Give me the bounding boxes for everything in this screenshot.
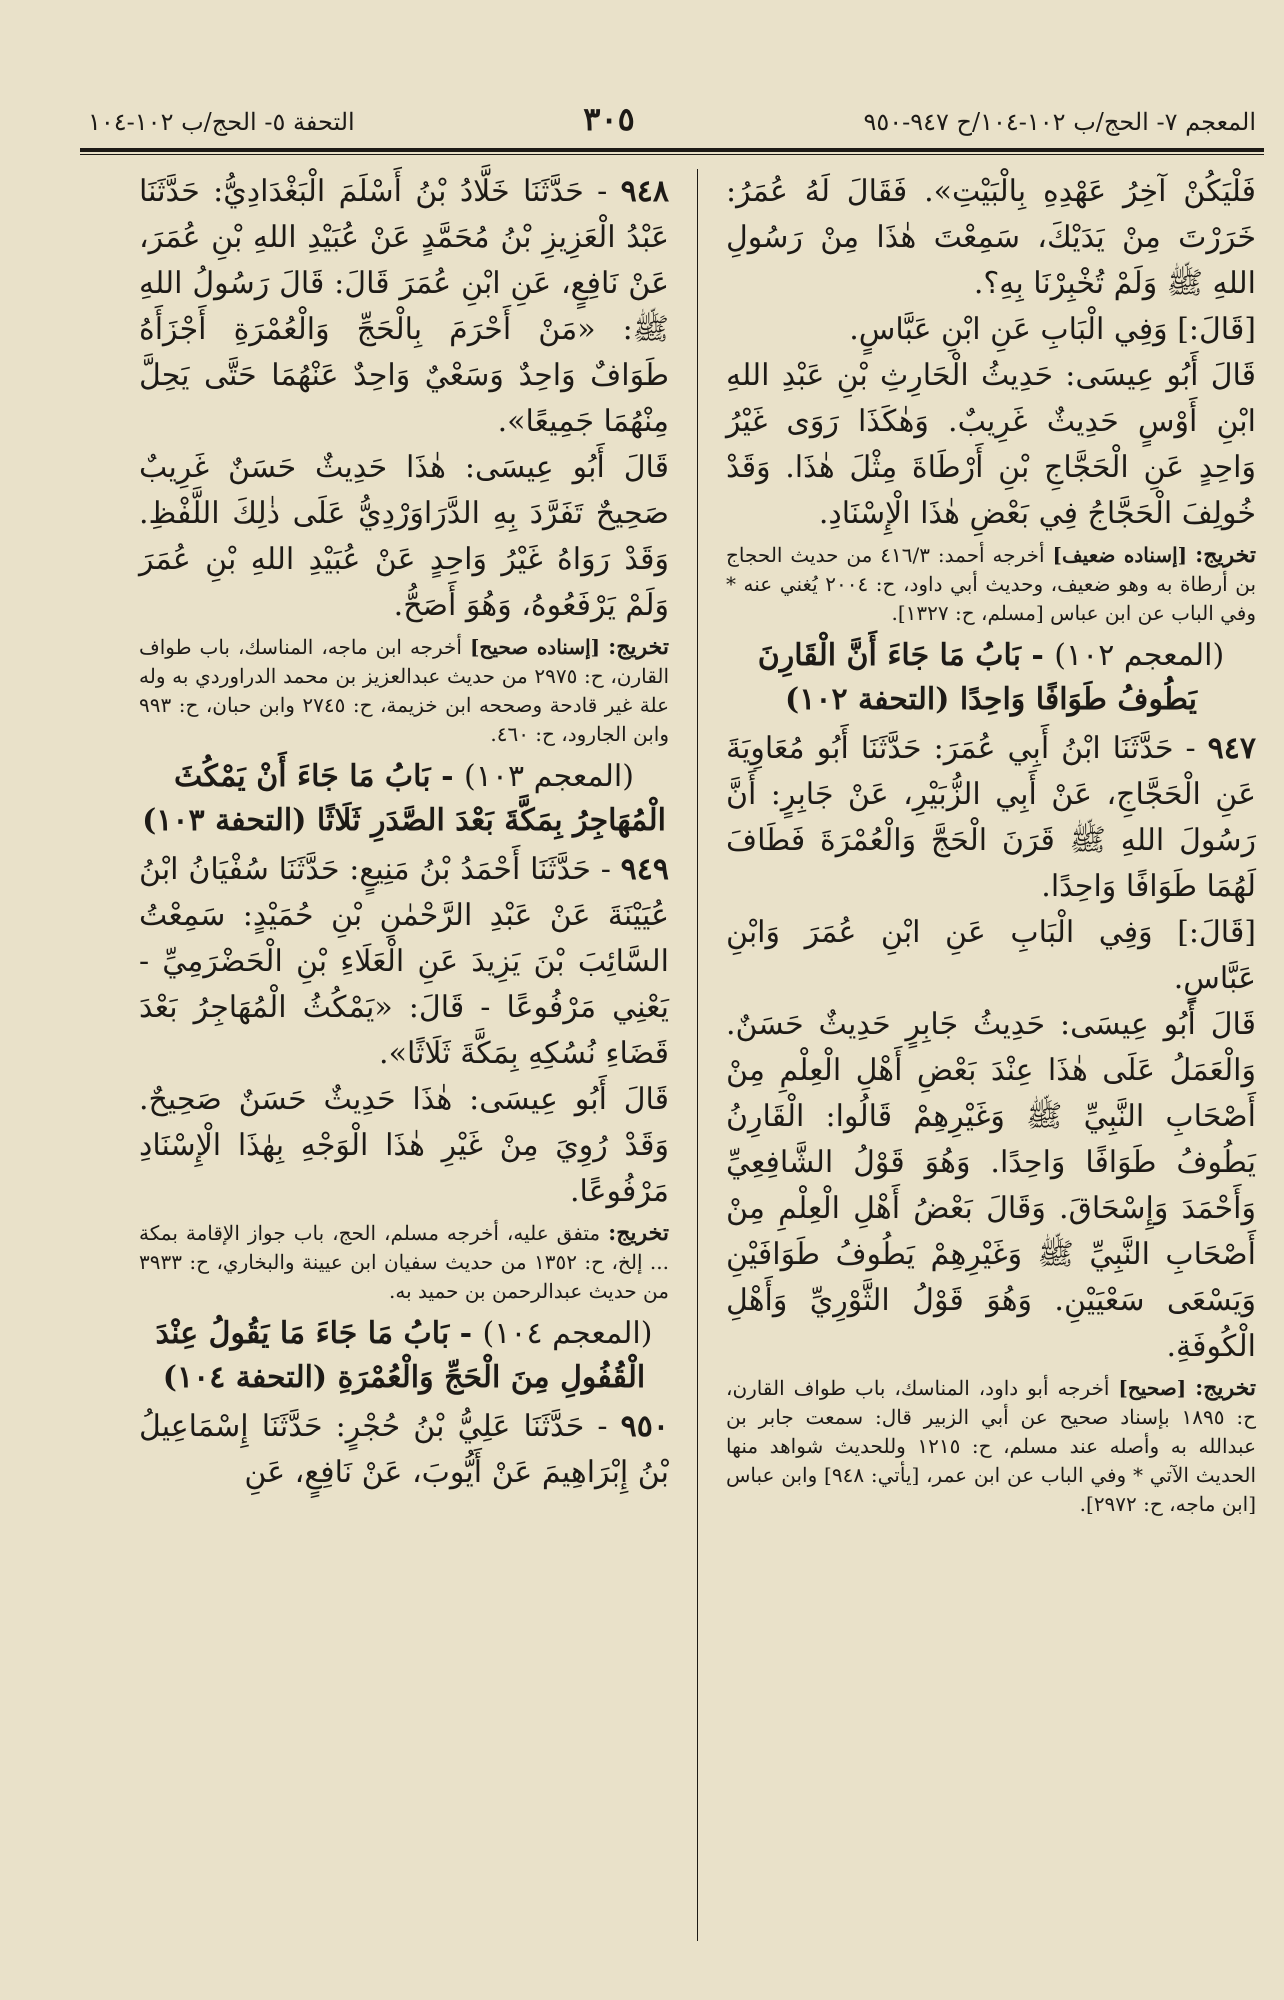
running-header — [80, 100, 1264, 148]
takhrij-label: تخريج: — [608, 634, 670, 660]
right-column — [704, 161, 1264, 1981]
takhrij-note — [139, 633, 669, 749]
hadith-950 — [139, 1404, 669, 1496]
hadith-text: - حَدَّثَنَا عَلِيُّ بْنُ حُجْرٍ: حَدَّثَنَا إِسْمَاعِيلُ بْنُ إِبْرَاهِيمَ عَنْ أَيُّوبَ، عَنْ نَافِعٍ، عَنِ — [139, 1409, 669, 1490]
chapter-title: - بَابُ مَا جَاءَ مَا يَقُولُ عِنْدَ الْقُفُولِ مِنَ الْحَجِّ وَالْعُمْرَةِ — [155, 1316, 646, 1395]
hadith-number: ٩٤٩ — [620, 852, 669, 887]
text-columns — [80, 161, 1264, 1981]
paragraph: قَالَ أَبُو عِيسَى: هٰذَا حَدِيثٌ حَسَنٌ غَرِيبٌ صَحِيحٌ تَفَرَّدَ بِهِ الدَّرَاوَرْدِيُّ عَلَى ذٰلِكَ اللَّفْظِ. وَقَدْ رَوَاهُ غَيْرُ وَاحِدٍ عَنْ عُبَيْدِ اللهِ بْنِ عُمَرَ وَلَمْ يَرْفَعُوهُ، وَهُوَ أَصَحُّ. — [139, 450, 669, 623]
takhrij-grade: [إسناده صحيح] — [469, 635, 601, 659]
hadith-949 — [139, 847, 669, 1077]
takhrij-note — [726, 1374, 1256, 1519]
left-column — [131, 161, 691, 1981]
chapter-heading — [726, 634, 1256, 722]
header-left: التحفة ٥- الحج/ب ١٠٢-١٠٤ — [88, 108, 355, 136]
takhrij-grade: [صحيح] — [1118, 1376, 1187, 1400]
hadith-text: - حَدَّثَنَا أَحْمَدُ بْنُ مَنِيعٍ: حَدَّثَنَا سُفْيَانُ ابْنُ عُيَيْنَةَ عَنْ عَبْدِ الرَّحْمٰنِ بْنِ حُمَيْدٍ: سَمِعْتُ السَّائِبَ بْنَ يَزِيدَ عَنِ الْعَلَاءِ بْنِ الْحَضْرَمِيِّ - يَعْنِي مَرْفُوعًا - قَالَ: «يَمْكُثُ الْمُهَاجِرُ بَعْدَ قَضَاءِ نُسُكِهِ بِمَكَّةَ ثَلَاثًا». — [139, 852, 669, 1071]
takhrij-label: تخريج: — [1195, 542, 1256, 568]
paragraph: قَالَ أَبُو عِيسَى: هٰذَا حَدِيثٌ حَسَنٌ صَحِيحٌ. وَقَدْ رُوِيَ مِنْ غَيْرِ هٰذَا الْوَجْهِ بِهٰذَا الْإِسْنَادِ مَرْفُوعًا. — [139, 1082, 669, 1209]
paragraph: قَالَ أَبُو عِيسَى: حَدِيثُ الْحَارِثِ بْنِ عَبْدِ اللهِ ابْنِ أَوْسٍ حَدِيثٌ غَرِيبٌ. وَهٰكَذَا رَوَى غَيْرُ وَاحِدٍ عَنِ الْحَجَّاجِ بْنِ أَرْطَاةَ مِثْلَ هٰذَا. وَقَدْ خُولِفَ الْحَجَّاجُ فِي بَعْضِ هٰذَا الْإِسْنَادِ. — [726, 358, 1256, 531]
page-number: ٣٠٥ — [583, 100, 635, 138]
hadith-948 — [139, 169, 669, 445]
header-rule-thick — [80, 148, 1264, 152]
paragraph: [قَالَ:] وَفِي الْبَابِ عَنِ ابْنِ عُمَرَ وَابْنِ عَبَّاسٍ. — [726, 915, 1256, 996]
takhrij-label: تخريج: — [1195, 1375, 1256, 1401]
hadith-text: - حَدَّثَنَا ابْنُ أَبِي عُمَرَ: حَدَّثَنَا أَبُو مُعَاوِيَةَ عَنِ الْحَجَّاجِ، عَنْ أَبِي الزُّبَيْرِ، عَنْ جَابِرٍ: أَنَّ رَسُولَ اللهِ ﷺ قَرَنَ الْحَجَّ وَالْعُمْرَةَ فَطَافَ لَهُمَا طَوَافًا وَاحِدًا. — [726, 731, 1256, 904]
takhrij-label: تخريج: — [608, 1220, 669, 1246]
chapter-mujam-tag: (المعجم ١٠٤) — [482, 1316, 653, 1351]
takhrij-text: أخرجه ابن ماجه، المناسك، باب طواف القارن، ح: ٢٩٧٥ من حديث عبدالعزيز بن محمد الدراوردي به وله علة غير قادحة وصححه ابن خزيمة، ح: ٢٧٤٥ وابن حبان، ح: ٩٩٣ وابن الجارود، ح: ٤٦٠. — [139, 635, 670, 746]
hadith-text: - حَدَّثَنَا خَلَّادُ بْنُ أَسْلَمَ الْبَغْدَادِيُّ: حَدَّثَنَا عَبْدُ الْعَزِيزِ بْنُ مُحَمَّدٍ عَنْ عُبَيْدِ اللهِ بْنِ عُمَرَ، عَنْ نَافِعٍ، عَنِ ابْنِ عُمَرَ قَالَ: قَالَ رَسُولُ اللهِ ﷺ: «مَنْ أَحْرَمَ بِالْحَجِّ وَالْعُمْرَةِ أَجْزَأَهُ طَوَافٌ وَاحِدٌ وَسَعْيٌ وَاحِدٌ عَنْهُمَا حَتَّى يَحِلَّ مِنْهُمَا جَمِيعًا». — [139, 174, 669, 439]
chapter-mujam-tag: (المعجم ١٠٢) — [1054, 638, 1225, 673]
hadith-947 — [726, 726, 1256, 910]
takhrij-note — [139, 1219, 669, 1306]
chapter-title: - بَابُ مَا جَاءَ أَنْ يَمْكُثَ الْمُهَاجِرُ بِمَكَّةَ بَعْدَ الصَّدَرِ ثَلَاثًا — [174, 759, 666, 838]
paragraph: فَلْيَكُنْ آخِرُ عَهْدِهِ بِالْبَيْتِ». فَقَالَ لَهُ عُمَرُ: خَرَرْتَ مِنْ يَدَيْكَ، سَمِعْتَ هٰذَا مِنْ رَسُولِ اللهِ ﷺ وَلَمْ تُخْبِرْنَا بِهِ؟. — [726, 174, 1256, 301]
takhrij-note — [726, 541, 1256, 628]
hadith-number: ٩٥٠ — [620, 1409, 669, 1444]
takhrij-text: متفق عليه، أخرجه مسلم، الحج، باب جواز الإقامة بمكة ... إلخ، ح: ١٣٥٢ من حديث سفيان ابن عيينة والبخاري، ح: ٣٩٣٣ من حديث عبدالرحمن بن حميد به. — [139, 1221, 669, 1303]
chapter-heading — [139, 1312, 669, 1400]
column-divider — [697, 169, 698, 1941]
takhrij-text: أخرجه أبو داود، المناسك، باب طواف القارن، ح: ١٨٩٥ بإسناد صحيح عن أبي الزبير قال: سمعت جابر بن عبدالله به وأصله عند مسلم، ح: ١٢١٥ وللحديث شواهد منها الحديث الآتي * وفي الباب عن ابن عمر، [يأتي: ٩٤٨] وابن عباس [ابن ماجه، ح: ٢٩٧٢]. — [726, 1376, 1257, 1516]
header-rule-thin — [80, 154, 1264, 155]
chapter-heading — [139, 755, 669, 843]
chapter-tuhfa-tag: (التحفة ١٠٣) — [142, 803, 307, 838]
hadith-number: ٩٤٧ — [1207, 731, 1256, 766]
chapter-mujam-tag: (المعجم ١٠٣) — [464, 759, 634, 794]
chapter-tuhfa-tag: (التحفة ١٠٢) — [785, 682, 950, 717]
takhrij-text: أخرجه أحمد: ٤١٦/٣ من حديث الحجاج بن أرطاة به وهو ضعيف، وحديث أبي داود، ح: ٢٠٠٤ يُغني عنه * وفي الباب عن ابن عباس [مسلم، ح: ١٣٢٧]. — [726, 543, 1257, 625]
paragraph: [قَالَ:] وَفِي الْبَابِ عَنِ ابْنِ عَبَّاسٍ. — [849, 312, 1256, 347]
chapter-tuhfa-tag: (التحفة ١٠٤) — [162, 1360, 328, 1395]
hadith-number: ٩٤٨ — [620, 174, 669, 209]
takhrij-grade: [إسناده ضعيف] — [1052, 543, 1188, 567]
header-right: المعجم ٧- الحج/ب ١٠٢-١٠٤/ح ٩٤٧-٩٥٠ — [863, 108, 1256, 136]
chapter-title: - بَابُ مَا جَاءَ أَنَّ الْقَارِنَ يَطُوفُ طَوَافًا وَاحِدًا — [757, 638, 1197, 717]
paragraph: قَالَ أَبُو عِيسَى: حَدِيثُ جَابِرٍ حَدِيثٌ حَسَنٌ. وَالْعَمَلُ عَلَى هٰذَا عِنْدَ بَعْضِ أَهْلِ الْعِلْمِ مِنْ أَصْحَابِ النَّبِيِّ ﷺ وَغَيْرِهِمْ قَالُوا: الْقَارِنُ يَطُوفُ طَوَافًا وَاحِدًا. وَهُوَ قَوْلُ الشَّافِعِيِّ وَأَحْمَدَ وَإِسْحَاقَ. وَقَالَ بَعْضُ أَهْلِ الْعِلْمِ مِنْ أَصْحَابِ النَّبِيِّ ﷺ وَغَيْرِهِمْ يَطُوفُ طَوَافَيْنِ وَيَسْعَى سَعْيَيْنِ. وَهُوَ قَوْلُ الثَّوْرِيِّ وَأَهْلِ الْكُوفَةِ. — [726, 1007, 1256, 1364]
